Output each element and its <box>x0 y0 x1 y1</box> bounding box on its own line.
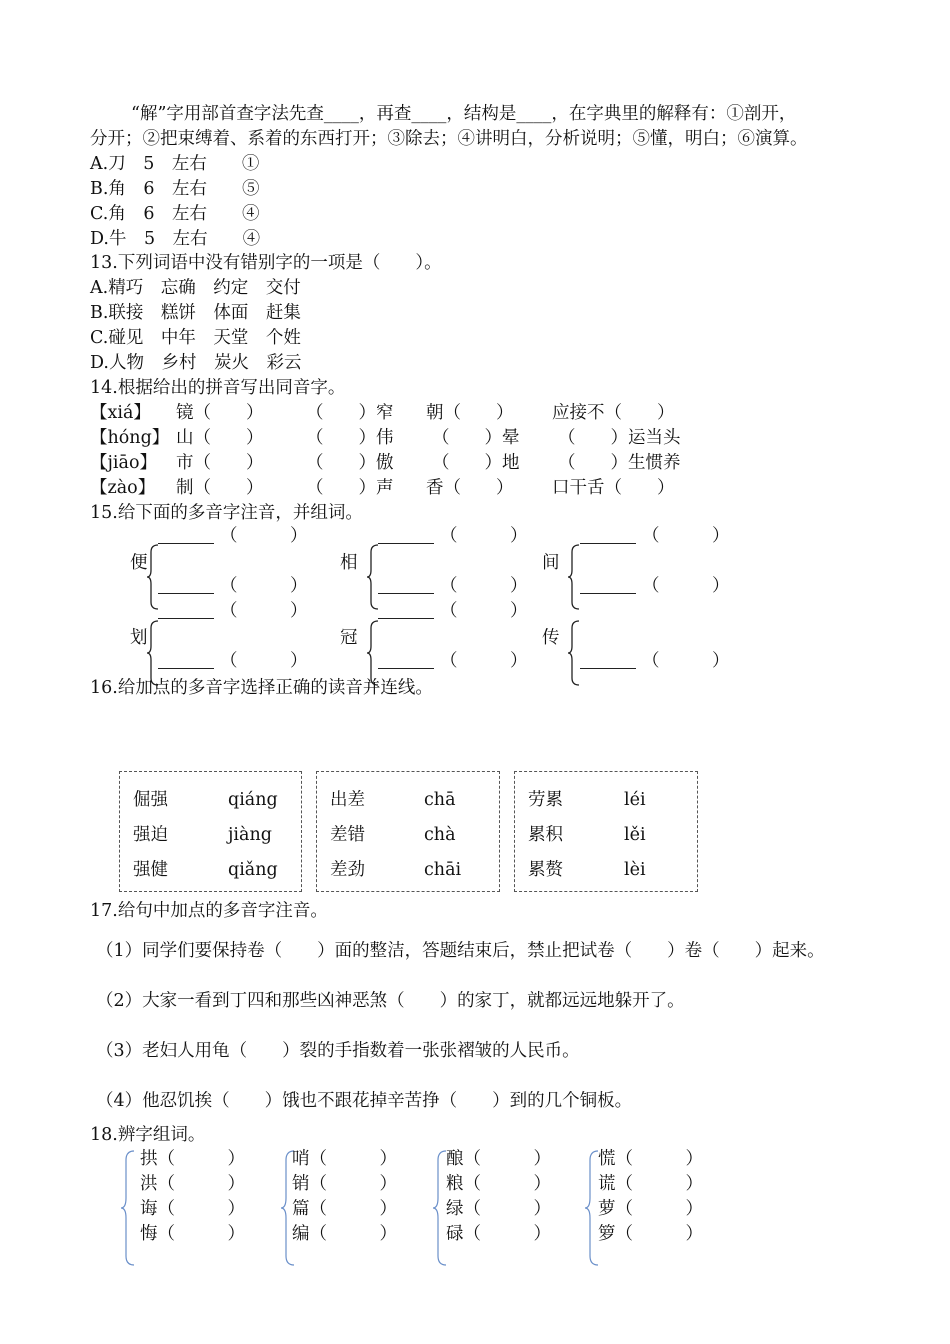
polyphone-char: 相 <box>340 553 358 573</box>
q14-cell: 市（ ） <box>176 453 264 473</box>
q18-item: 酿（ ） <box>446 1149 551 1169</box>
q16-word: 差错 <box>330 825 365 845</box>
q15-paren: （ ） <box>440 576 528 596</box>
polyphone-char: 间 <box>542 553 560 573</box>
q15-paren: （ ） <box>440 651 528 671</box>
q18-item: 诲（ ） <box>140 1199 245 1219</box>
q18-item: 慌（ ） <box>598 1149 703 1169</box>
q15-paren: （ ） <box>220 526 308 546</box>
q14-pinyin: 【hóng】 <box>90 428 170 448</box>
q18-item: 篇（ ） <box>292 1199 397 1219</box>
q18-item: 碌（ ） <box>446 1224 551 1244</box>
q15-line <box>580 575 636 600</box>
q18-item: 萝（ ） <box>598 1199 703 1219</box>
q12-stem-line2: 分开；②把束缚着、系着的东西打开；③除去；④讲明白，分析说明；⑤懂，明白；⑥演算。 <box>90 129 808 149</box>
q15-line <box>158 600 214 625</box>
q16-word: 差劲 <box>330 860 365 880</box>
q18-item: 洪（ ） <box>140 1174 245 1194</box>
q18-item: 箩（ ） <box>598 1224 703 1244</box>
q16-pinyin[interactable]: lèi <box>624 860 646 880</box>
q14-cell: （ ）晕 <box>432 428 520 448</box>
q14-cell: （ ）生惯养 <box>558 453 681 473</box>
q16-word: 累积 <box>528 825 563 845</box>
polyphone-char: 划 <box>130 628 148 648</box>
q14-title: 14.根据给出的拼音写出同音字。 <box>90 378 346 398</box>
q16-pinyin[interactable]: léi <box>624 790 646 810</box>
q14-cell: （ ）伟 <box>306 428 394 448</box>
q18-item: 悔（ ） <box>140 1224 245 1244</box>
q16-pinyin[interactable]: qiǎng <box>228 860 278 880</box>
q15-line <box>580 525 636 550</box>
polyphone-char: 便 <box>130 553 148 573</box>
brace-icon <box>567 544 581 610</box>
q14-cell: 香（ ） <box>426 478 514 498</box>
q15-title: 15.给下面的多音字注音，并组词。 <box>90 503 363 523</box>
q14-cell: 制（ ） <box>176 478 264 498</box>
q14-pinyin: 【zào】 <box>90 478 156 498</box>
q16-pinyin[interactable]: chà <box>424 825 456 845</box>
q12-option-c: C.角 6 左右 ④ <box>90 204 260 224</box>
q15-line <box>378 525 434 550</box>
q16-word: 劳累 <box>528 790 563 810</box>
q18-item: 绿（ ） <box>446 1199 551 1219</box>
brace-icon <box>567 620 581 686</box>
q17-item-4: （4）他忍饥挨（ ）饿也不跟花掉辛苦挣（ ）到的几个铜板。 <box>96 1091 633 1111</box>
q18-item: 拱（ ） <box>140 1149 245 1169</box>
q12-option-d: D.牛 5 左右 ④ <box>90 229 261 249</box>
q14-pinyin: 【jiāo】 <box>90 453 157 473</box>
q18-title: 18.辨字组词。 <box>90 1125 206 1145</box>
q14-cell: 应接不（ ） <box>552 403 675 423</box>
q12-stem-line1: “解”字用部首查字法先查____，再查____，结构是____，在字典里的解释有：①剖开， <box>131 104 797 124</box>
q18-item: 粮（ ） <box>446 1174 551 1194</box>
q15-line <box>158 650 214 675</box>
brace-icon <box>120 1150 136 1266</box>
q12-option-b: B.角 6 左右 ⑤ <box>90 179 260 199</box>
q16-word: 强健 <box>133 860 168 880</box>
q14-cell: （ ）地 <box>432 453 520 473</box>
q14-cell: 口干舌（ ） <box>552 478 675 498</box>
q15-line <box>158 525 214 550</box>
q18-item: 谎（ ） <box>598 1174 703 1194</box>
q14-cell: （ ）傲 <box>306 453 394 473</box>
q13-option-c: C.碰见 中年 天堂 个姓 <box>90 328 301 348</box>
q14-cell: （ ）窄 <box>306 403 394 423</box>
q15-paren: （ ） <box>642 526 730 546</box>
q15-paren: （ ） <box>642 576 730 596</box>
q14-cell: 山（ ） <box>176 428 264 448</box>
q14-pinyin: 【xiá】 <box>90 403 151 423</box>
q14-cell: （ ）运当头 <box>558 428 681 448</box>
q16-title: 16.给加点的多音字选择正确的读音并连线。 <box>90 678 433 698</box>
q15-paren: （ ） <box>440 526 528 546</box>
q15-paren: （ ） <box>440 601 528 621</box>
q14-cell: 朝（ ） <box>426 403 514 423</box>
q17-item-2: （2）大家一看到丁四和那些凶神恶煞（ ）的家丁，就都远远地躲开了。 <box>96 991 685 1011</box>
q15-line <box>378 600 434 625</box>
q18-item: 销（ ） <box>292 1174 397 1194</box>
q15-paren: （ ） <box>220 576 308 596</box>
q13-option-a: A.精巧 忘确 约定 交付 <box>90 278 301 298</box>
q16-word: 强迫 <box>133 825 168 845</box>
q16-pinyin[interactable]: chāi <box>424 860 462 880</box>
q16-pinyin[interactable]: qiáng <box>228 790 278 810</box>
q15-line <box>378 575 434 600</box>
q16-word: 出差 <box>330 790 365 810</box>
q14-cell: 镜（ ） <box>176 403 264 423</box>
q18-item: 编（ ） <box>292 1224 397 1244</box>
q14-cell: （ ）声 <box>306 478 394 498</box>
q16-word: 累赘 <box>528 860 563 880</box>
polyphone-char: 传 <box>542 628 560 648</box>
q12-option-a: A.刀 5 左右 ① <box>90 154 260 174</box>
q16-word: 倔强 <box>133 790 168 810</box>
q15-line <box>580 650 636 675</box>
q15-paren: （ ） <box>220 601 308 621</box>
q18-item: 哨（ ） <box>292 1149 397 1169</box>
q16-pinyin[interactable]: chā <box>424 790 456 810</box>
q16-pinyin[interactable]: lěi <box>624 825 646 845</box>
q13-option-d: D.人物 乡村 炭火 彩云 <box>90 353 302 373</box>
q15-paren: （ ） <box>642 651 730 671</box>
q17-item-3: （3）老妇人用龟（ ）裂的手指数着一张张褶皱的人民币。 <box>96 1041 580 1061</box>
q17-item-1: （1）同学们要保持卷（ ）面的整洁，答题结束后，禁止把试卷（ ）卷（ ）起来。 <box>96 941 825 961</box>
q16-pinyin[interactable]: jiàng <box>228 825 272 845</box>
q13-title: 13.下列词语中没有错别字的一项是（ ）。 <box>90 253 442 273</box>
q17-title: 17.给句中加点的多音字注音。 <box>90 901 328 921</box>
q13-option-b: B.联接 糕饼 体面 赶集 <box>90 303 301 323</box>
q15-paren: （ ） <box>220 651 308 671</box>
q15-line <box>378 650 434 675</box>
q15-line <box>158 575 214 600</box>
polyphone-char: 冠 <box>340 628 358 648</box>
